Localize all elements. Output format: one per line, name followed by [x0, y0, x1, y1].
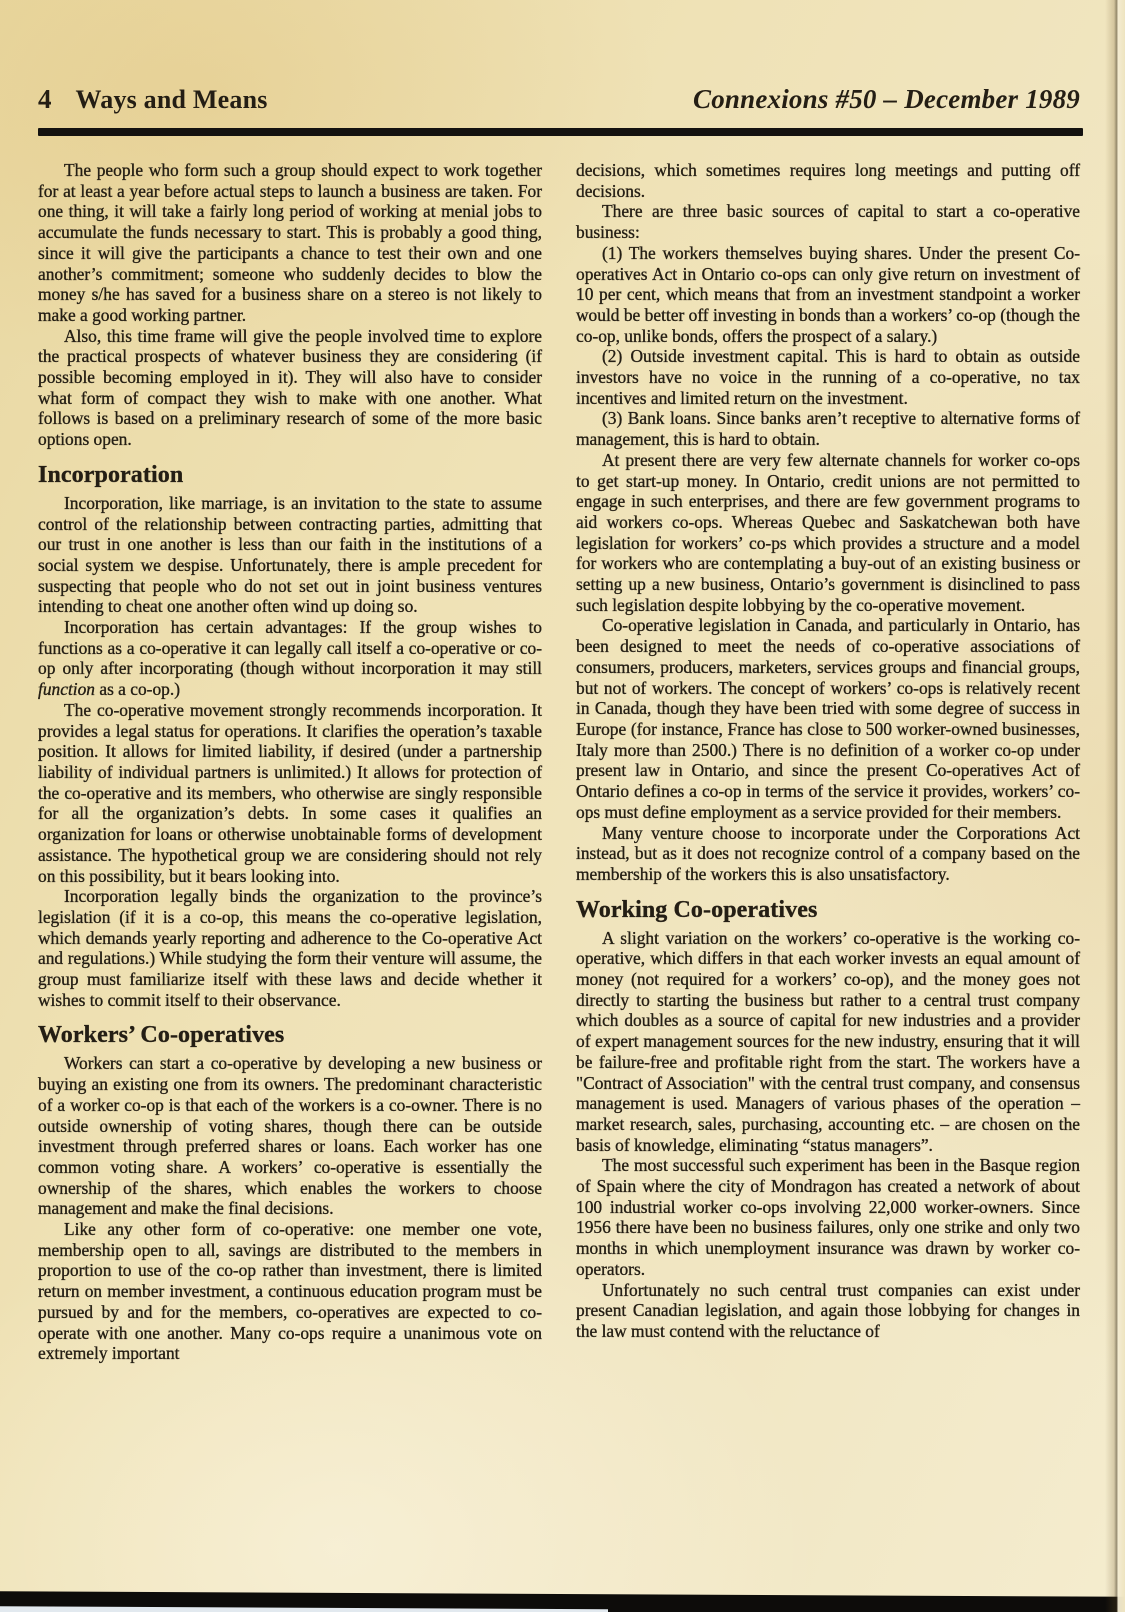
body-paragraph: Co-operative legislation in Canada, and particularly in Ontario, has been designed to meet the needs of co-operative associations of consumers, producers, marketers, services groups and financial groups, but not of workers. The concept of workers’ co-ops is relatively recent in Canada, though they have been tried with some degree of success in Europe (for instance, France has close to 500 worker-owned businesses, Italy more than 2500.) There is no definition of a worker co-op under present law in Ontario, and since the present Co-operatives Act of Ontario defines a co-op in terms of the service it provides, workers’ co-ops must define employment as a service provided for their members.	[576, 615, 1080, 822]
section-heading: Workers’ Co-operatives	[38, 1022, 285, 1049]
left-column	[38, 160, 542, 1364]
body-paragraph: (3) Bank loans. Since banks aren’t receptive to alternative forms of management, this is hard to obtain.	[576, 408, 1080, 450]
section-title: Ways and Means	[75, 85, 268, 114]
scan-bottom-black-corner	[608, 1603, 1125, 1612]
body-paragraph: Also, this time frame will give the people involved time to explore the practical prospects of whatever business they are considering (if possible becoming employed in it). They will also have to consider what form of compact they wish to make with one another. What follows is based on a preliminary research of some of the more basic options open.	[38, 325, 542, 450]
body-paragraph: decisions, which sometimes requires long meetings and putting off decisions.	[576, 160, 1080, 201]
body-paragraph: (1) The workers themselves buying shares. Under the present Co-operatives Act in Ontario co-ops can only give return on investment of 10 per cent, which means that from an investment standpoint a worker would be better off investing in bonds than a workers’ co-op (though the co-op, unlike bonds, offers the prospect of a salary.)	[576, 242, 1080, 346]
article-body	[38, 160, 1084, 1364]
body-paragraph: The co-operative movement strongly recommends incorporation. It provides a legal status for operations. It clarifies the operation’s taxable position. It allows for limited liability, if desired (under a partnership liability of individual partners is unlimited.) It allows for protection of the co-operative and its members, who otherwise are singly responsible for all the organization’s debts. In some cases it qualifies an organization for loans or otherwise unobtainable forms of development assistance. The hypothetical group we are considering should not rely on this possibility, but it bears looking into.	[38, 699, 542, 886]
body-paragraph: There are three basic sources of capital to start a co-operative business:	[576, 201, 1080, 243]
body-paragraph: The people who form such a group should expect to work together for at least a year before actual steps to launch a business are taken. For one thing, it will take a fairly long period of working at menial jobs to accumulate the funds necessary to start. This is probably a good thing, since it will give the participants a chance to test their own and one another’s commitment; someone who suddenly decides to blow the money s/he has saved for a business share on a stereo is not likely to make a good working partner.	[38, 160, 542, 325]
body-paragraph: Like any other form of co-operative: one member one vote, membership open to all, savings are distributed to the members in proportion to use of the co-op rather than investment, there is limited return on member investment, a continuous education program must be pursued by and for the members, co-operatives are expected to co-operate with one another. Many co-ops require a unanimous vote on extremely important	[38, 1219, 542, 1364]
header-left	[38, 84, 268, 115]
section-heading: Incorporation	[38, 461, 184, 488]
body-paragraph: (2) Outside investment capital. This is hard to obtain as outside investors have no voice in the running of a co-operative, no tax incentives and limited return on the investment.	[576, 346, 1080, 408]
section-heading: Working Co-operatives	[576, 896, 818, 923]
issue-title: Connexions #50 – December 1989	[693, 84, 1080, 114]
body-paragraph: Incorporation, like marriage, is an invitation to the state to assume control of the relationship between contracting parties, admitting that our trust in one another is less than our faith in the institutions of a social system we despise. Unfortunately, there is ample precedent for suspecting that people who do not set out in joint business ventures intending to cheat one another often wind up doing so.	[38, 492, 542, 617]
body-paragraph: Incorporation legally binds the organization to the province’s legislation (if it is a co-op, this means the co-operative legislation, which demands yearly reporting and adherence to the Co-operative Act and regulations.) While studying the form their venture will assume, the group must familiarize itself with these laws and decide whether it wishes to commit itself to their observance.	[38, 886, 542, 1010]
page-right-edge-crease	[1105, 0, 1125, 1612]
body-paragraph: A slight variation on the workers’ co-operative is the working co-operative, which differs in that each worker invests an equal amount of money (not required for a workers’ co-op), and the money goes not directly to starting the business but rather to a central trust company which doubles as a source of capital for new industries and a provider of expert management sources for the new industry, ensuring that it will be failure-free and profitable right from the start. The workers have a "Contract of Association" with the central trust company, and consensus management is used. Managers of various phases of the operation – market research, sales, purchasing, accounting etc. – are chosen on the basis of knowledge, eliminating “status managers”.	[576, 927, 1080, 1155]
body-paragraph: Many venture choose to incorporate under the Corporations Act instead, but as it does not recognize control of a company based on the membership of the workers this is also unsatisfactory.	[576, 822, 1080, 884]
header-rule	[38, 128, 1083, 136]
right-column	[576, 160, 1080, 1364]
page-number: 4	[38, 84, 52, 114]
body-paragraph: Incorporation has certain advantages: If the group wishes to functions as a co-operative it can legally call itself a co-operative or co-op only after incorporating (though without incorporation it may still function as a co-op.)	[38, 617, 542, 700]
body-paragraph: The most successful such experiment has been in the Basque region of Spain where the city of Mondragon has created a network of about 100 industrial worker co-ops involving 22,000 worker-owners. Since 1956 there have been no business failures, only one strike and only two months in which unemployment insurance was drawn by worker co-operators.	[576, 1155, 1080, 1279]
body-paragraph: Unfortunately no such central trust companies can exist under present Canadian legislation, and again those lobbying for changes in the law must contend with the reluctance of	[576, 1279, 1080, 1341]
body-paragraph: At present there are very few alternate channels for worker co-ops to get start-up money. In Ontario, credit unions are not permitted to engage in such enterprises, and there are few government programs to aid workers co-ops. Whereas Quebec and Saskatchewan both have legislation for workers’ co-ps which provides a structure and a model for workers who are contemplating a buy-out of an existing business or setting up a new business, Ontario’s government is disinclined to pass such legislation despite lobbying by the co-operative movement.	[576, 449, 1080, 615]
page-header	[38, 84, 1080, 115]
body-paragraph: Workers can start a co-operative by developing a new business or buying an existing one from its owners. The predominant characteristic of a worker co-op is that each of the workers is a co-owner. There is no outside ownership of voting shares, though there can be outside investment through preferred shares or loans. Each worker has one common voting share. A workers’ co-operative is essentially the ownership of the shares, which enables the workers to choose management and make the final decisions.	[38, 1053, 542, 1219]
